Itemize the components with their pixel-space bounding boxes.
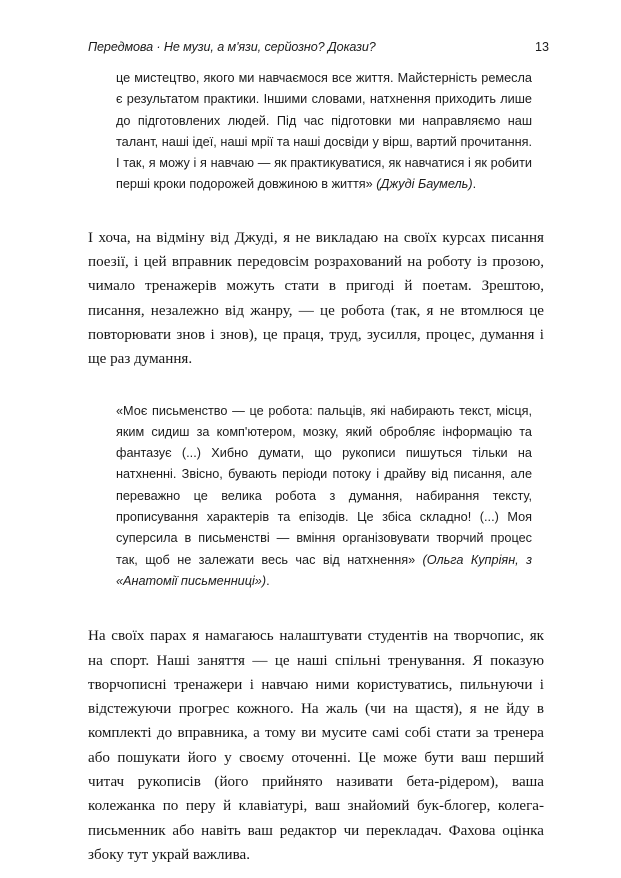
spacer bbox=[88, 592, 544, 624]
running-head bbox=[88, 40, 549, 62]
block-quote-one bbox=[88, 68, 544, 196]
text-column bbox=[88, 68, 544, 867]
block-quote-two-attribution: (Ольга Купріян, з «Анатомії письменниці») bbox=[116, 552, 532, 588]
block-quote-one-text: це мистецтво, якого ми навчаємося все життя. Майстерність ремесла є результатом практики. Іншими словами, натхнення приходить лише до підготовлених людей. Під час підготовки ми направляємо наш талант, наші ідеї, наші мрії та наші досвіди у вірш, вартий прочитання. І так, я можу і я навчаю — як практикуватися, як навчатися і як робити перші кроки подорожей довжиною в життя» bbox=[116, 71, 532, 192]
spacer bbox=[88, 196, 544, 226]
block-quote-one-tail: . bbox=[472, 177, 477, 192]
block-quote-one-attribution: (Джуді Баумель) bbox=[376, 177, 473, 192]
page-number: 13 bbox=[534, 40, 549, 54]
block-quote-two-tail: . bbox=[266, 573, 270, 588]
body-paragraph-two: На своїх парах я намагаюсь налаштувати студентів на творчопис, як на спорт. Наші заняття — це наші спільні тренування. Я показую творчописні тренажери і навчаю ними користуватись, пильнуючи і відстежуючи прогрес кожного. На жаль (чи на щастя), я не йду в комплекті до вправника, а тому ви мусите самі собі стати за тренера або пошукати його у своєму оточенні. Це може бути ваш перший читач рукописів (його прийнято називати бета-рідером), ваша колежанка по перу й клавіатурі, ваш знайомий бук-блогер, колега-письменник або навіть ваш редактор чи перекладач. Фахова оцінка збоку тут украй важлива. bbox=[88, 628, 544, 863]
running-head-title: Передмова · Не музи, а м'язи, серйозно? Докази? bbox=[88, 40, 376, 54]
spacer bbox=[88, 372, 544, 401]
block-quote-two bbox=[88, 401, 544, 593]
block-quote-two-text: «Моє письменство — це робота: пальців, які набирають текст, місця, яким сидиш за комп'ютером, мозку, який обробляє інформацію та фантазує (...) Хибно думати, що рукописи пишуться тільки на натхненні. Звісно, бувають періоди потоку і драйву від писання, але переважно це велика робота з думання, набирання тексту, прописування характерів та епізодів. Це збіса складно! (...) Моя суперсила в письменстві — вміння організовувати творчий процес так, щоб не залежати весь час від натхнення» bbox=[116, 403, 532, 567]
body-paragraph-one: І хоча, на відміну від Джуді, я не викладаю на своїх курсах писання поезії, і цей вправник передовсім розрахований на роботу із прозою, чимало тренажерів можуть стати в пригоді й поетам. Зрештою, писання, незалежно від жанру, — це робота (так, я не втомлюся це повторювати знов і знов), це праця, труд, зусилля, процес, думання і ще раз думання. bbox=[88, 229, 544, 368]
